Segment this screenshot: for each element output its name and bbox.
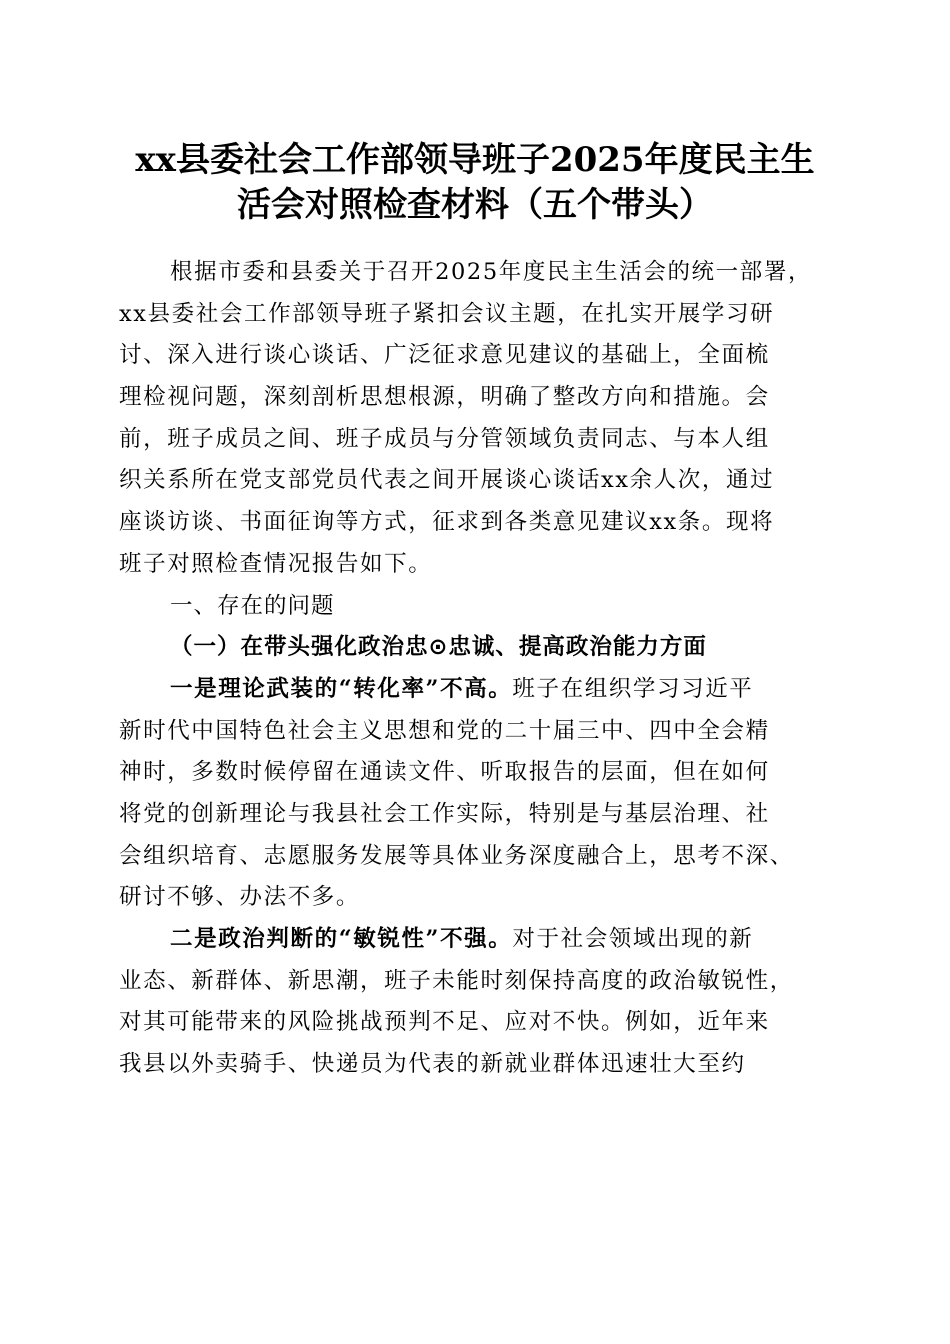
intro-line-2: xx县委社会工作部领导班子紧扣会议主题，在扎实开展学习研 (119, 300, 775, 327)
point-2-line-2: 业态、新群体、新思潮，班子未能时刻保持高度的政治敏锐性， (119, 967, 794, 994)
point-2-first-rest: 对于社会领域出现的新 (512, 926, 754, 952)
intro-line-1: 根据市委和县委关于召开2025年度民主生活会的统一部署， (170, 259, 813, 285)
point-1-line-6: 研讨不够、办法不多。 (119, 884, 361, 911)
intro-paragraph (119, 252, 839, 586)
document-title (100, 138, 850, 228)
point-1-line-4: 将党的创新理论与我县社会工作实际，特别是与基层治理、社 (119, 800, 770, 827)
point-2-line-1 (119, 919, 839, 961)
intro-line-4: 理检视问题，深刻剖析思想根源，明确了整改方向和措施。会 (119, 384, 770, 411)
point-2-lead: 二是政治判断的“敏锐性”不强。 (170, 926, 513, 952)
intro-line-8: 班子对照检查情况报告如下。 (119, 550, 433, 577)
intro-line-5: 前，班子成员之间、班子成员与分管领域负责同志、与本人组 (119, 425, 770, 452)
point-2-line-3: 对其可能带来的风险挑战预判不足、应对不快。例如，近年来 (119, 1009, 770, 1036)
point-1-line-3: 神时，多数时候停留在通读文件、听取报告的层面，但在如何 (119, 759, 770, 786)
subsection-heading: （一）在带头强化政治忠⊙忠诚、提高政治能力方面 (170, 634, 707, 661)
point-2-line-4: 我县以外卖骑手、快递员为代表的新就业群体迅速壮大至约 (119, 1051, 746, 1078)
point-1-first-rest: 班子在组织学习习近平 (512, 675, 754, 702)
point-2-paragraph (119, 919, 839, 1086)
point-1-line-2: 新时代中国特色社会主义思想和党的二十届三中、四中全会精 (119, 717, 770, 744)
document-body (119, 252, 839, 1086)
intro-line-7: 座谈访谈、书面征询等方式，征求到各类意见建议xx条。现将 (119, 509, 775, 536)
point-1-line-1 (119, 669, 839, 711)
intro-line-3: 讨、深入进行谈心谈话、广泛征求意见建议的基础上，全面梳 (119, 342, 770, 369)
section-heading: 一、存在的问题 (170, 592, 335, 619)
intro-line-6: 织关系所在党支部党员代表之间开展谈心谈话xx余人次，通过 (119, 467, 775, 494)
point-1-paragraph (119, 669, 839, 919)
title-line-2: 活会对照检查材料（五个带头） (237, 185, 713, 225)
title-line-1: xx县委社会工作部领导班子2025年度民主生 (135, 140, 815, 180)
point-1-lead: 一是理论武装的“转化率”不高。 (170, 675, 513, 702)
point-1-line-5: 会组织培育、志愿服务发展等具体业务深度融合上，思考不深、 (119, 842, 794, 869)
